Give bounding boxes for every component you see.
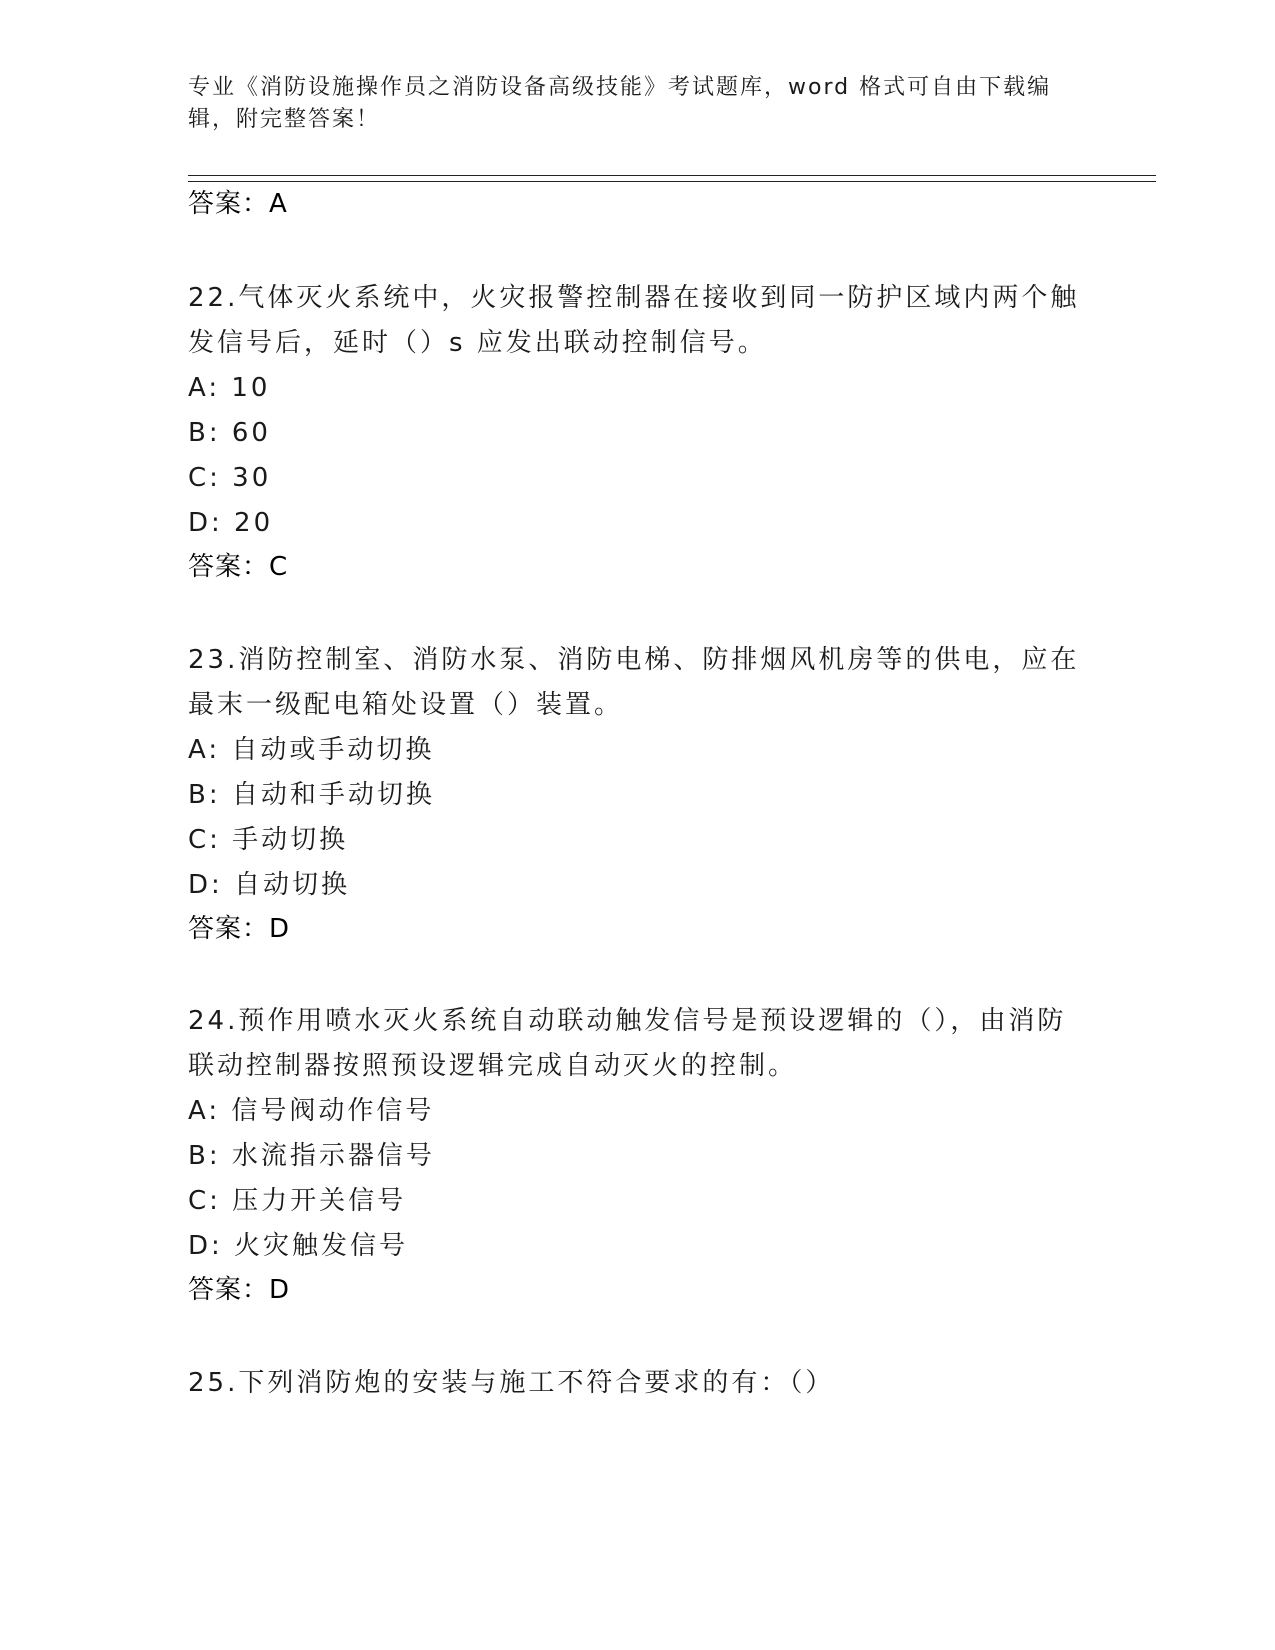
question-23-answer: 答案：D (188, 914, 291, 944)
question-22-option-a: A: 10 (188, 373, 271, 403)
header-divider-bottom (188, 181, 1156, 182)
question-22-option-c: C: 30 (188, 463, 272, 493)
question-23-option-a: A: 自动或手动切换 (188, 735, 435, 765)
question-23-option-b: B: 自动和手动切换 (188, 780, 435, 810)
question-22-answer: 答案：C (188, 552, 289, 582)
question-24-stem-line-2: 联动控制器按照预设逻辑完成自动灭火的控制。 (188, 1051, 798, 1081)
header-line-2: 辑，附完整答案！ (188, 107, 381, 132)
previous-answer: 答案：A (188, 189, 288, 219)
question-22-stem-line-2: 发信号后，延时（）s 应发出联动控制信号。 (188, 328, 767, 358)
question-23-option-d: D: 自动切换 (188, 870, 351, 900)
question-24-option-b: B: 水流指示器信号 (188, 1141, 435, 1171)
document-header (188, 72, 1088, 136)
question-22-option-d: D: 20 (188, 508, 274, 538)
question-24-stem-line-1: 24.预作用喷水灭火系统自动联动触发信号是预设逻辑的（），由消防 (188, 1006, 1067, 1036)
question-24-option-d: D: 火灾触发信号 (188, 1231, 409, 1261)
question-23-option-c: C: 手动切换 (188, 825, 349, 855)
header-divider-top (188, 175, 1156, 176)
question-24-answer: 答案：D (188, 1275, 291, 1305)
question-23-stem-line-2: 最末一级配电箱处设置（）装置。 (188, 690, 624, 720)
question-23-stem-line-1: 23.消防控制室、消防水泵、消防电梯、防排烟风机房等的供电，应在 (188, 645, 1080, 675)
question-25-stem-line-1: 25.下列消防炮的安装与施工不符合要求的有：（） (188, 1368, 835, 1398)
question-22-stem-line-1: 22.气体灭火系统中，火灾报警控制器在接收到同一防护区域内两个触 (188, 283, 1080, 313)
header-line-1: 专业《消防设施操作员之消防设备高级技能》考试题库，word 格式可自由下载编 (188, 75, 1052, 100)
question-22-option-b: B: 60 (188, 418, 271, 448)
question-24-option-a: A: 信号阀动作信号 (188, 1096, 435, 1126)
question-24-option-c: C: 压力开关信号 (188, 1186, 407, 1216)
